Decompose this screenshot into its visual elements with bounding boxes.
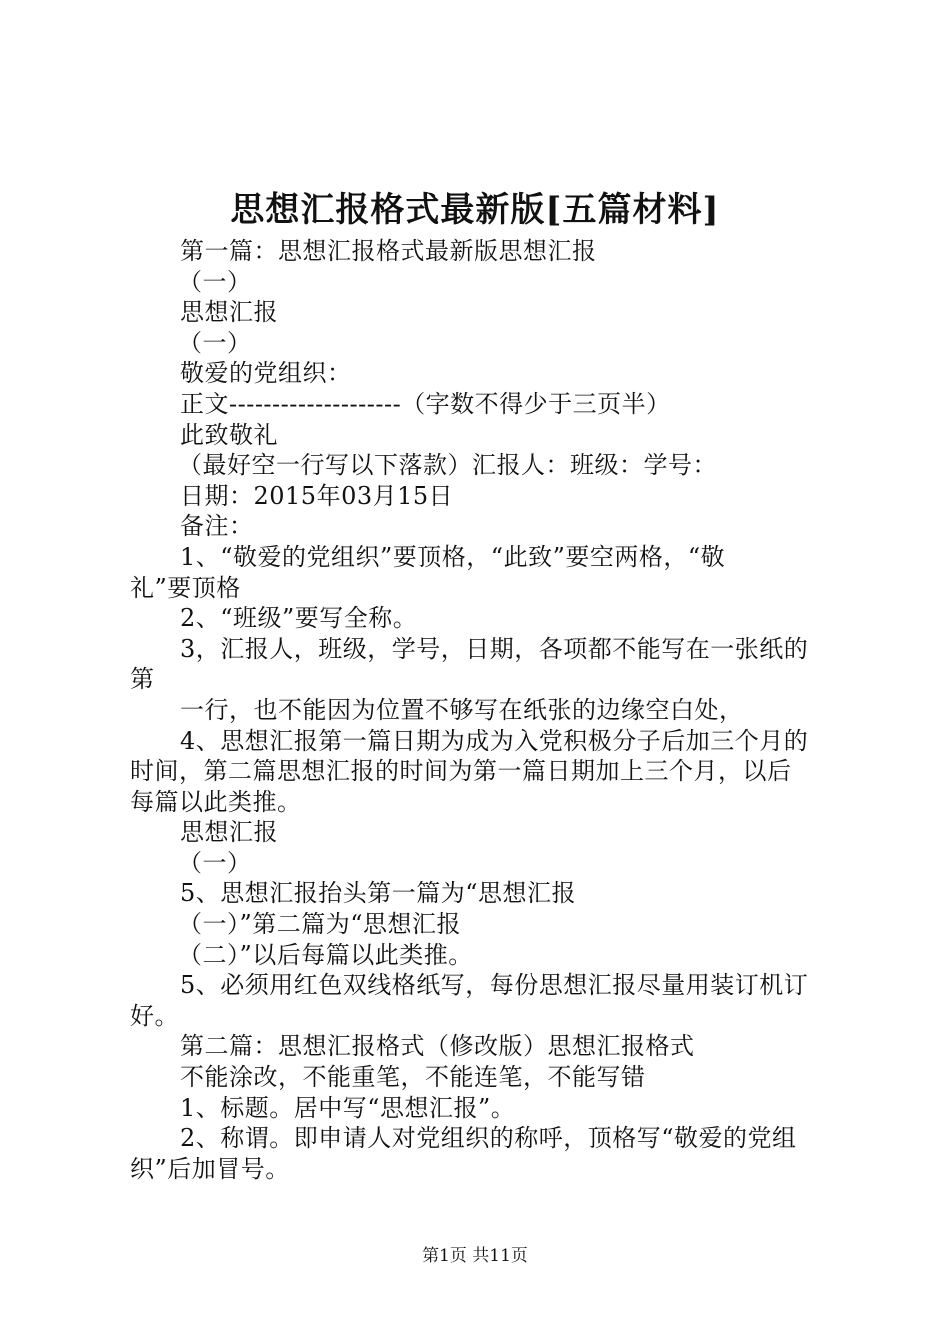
text-line: 不能涂改，不能重笔，不能连笔，不能写错 xyxy=(180,1063,646,1092)
text-line: 备注： xyxy=(180,512,254,541)
text-line: （最好空一行写以下落款）汇报人：班级：学号： xyxy=(178,451,717,480)
text-line: 此致敬礼 xyxy=(180,420,278,449)
text-line: 1、标题。居中写“思想汇报”。 xyxy=(180,1093,516,1122)
text-line: 思想汇报 xyxy=(180,818,278,847)
text-line: 好。 xyxy=(130,1001,179,1030)
text-line: 1、“敬爱的党组织”要顶格，“此致”要空两格，“敬 xyxy=(180,542,726,571)
text-line: 织”后加冒号。 xyxy=(130,1154,290,1183)
text-line: 第 xyxy=(130,665,155,694)
text-line: 敬爱的党组织： xyxy=(180,359,352,388)
text-line: 5、思想汇报抬头第一篇为“思想汇报 xyxy=(180,879,577,908)
text-line: （二）”以后每篇以此类推。 xyxy=(178,940,473,969)
text-line: 第一篇：思想汇报格式最新版思想汇报 xyxy=(180,237,597,265)
text-line: 3，汇报人，班级，学号，日期，各项都不能写在一张纸的 xyxy=(180,634,809,663)
document-body xyxy=(130,236,830,1184)
text-line: 4、思想汇报第一篇日期为成为入党积极分子后加三个月的 xyxy=(180,726,809,755)
text-line: 日期：2015年03月15日 xyxy=(180,481,454,510)
text-line: 2、“班级”要写全称。 xyxy=(180,604,418,633)
text-line: 第二篇：思想汇报格式（修改版）思想汇报格式 xyxy=(180,1032,695,1061)
text-line: 每篇以此类推。 xyxy=(130,787,302,816)
page-number-footer: 第1页 共11页 xyxy=(422,1246,528,1266)
text-line: 一行，也不能因为位置不够写在纸张的边缘空白处， xyxy=(180,695,744,724)
text-line: 2、称谓。即申请人对党组织的称呼，顶格写“敬爱的党组 xyxy=(180,1124,797,1153)
text-line: （一） xyxy=(178,267,252,296)
text-line: 5、必须用红色双线格纸写，每份思想汇报尽量用装订机订 xyxy=(180,971,809,1000)
text-line: 正文--------------------（字数不得少于三页半） xyxy=(180,389,671,418)
text-line: （一） xyxy=(178,848,252,877)
text-line: 时间，第二篇思想汇报的时间为第一篇日期加上三个月，以后 xyxy=(130,757,792,786)
document-title: 思想汇报格式最新版[五篇材料] xyxy=(230,190,720,230)
text-line: （一）”第二篇为“思想汇报 xyxy=(178,910,462,939)
text-line: 礼”要顶格 xyxy=(130,573,241,602)
text-line: 思想汇报 xyxy=(180,298,278,327)
text-line: （一） xyxy=(178,328,252,357)
